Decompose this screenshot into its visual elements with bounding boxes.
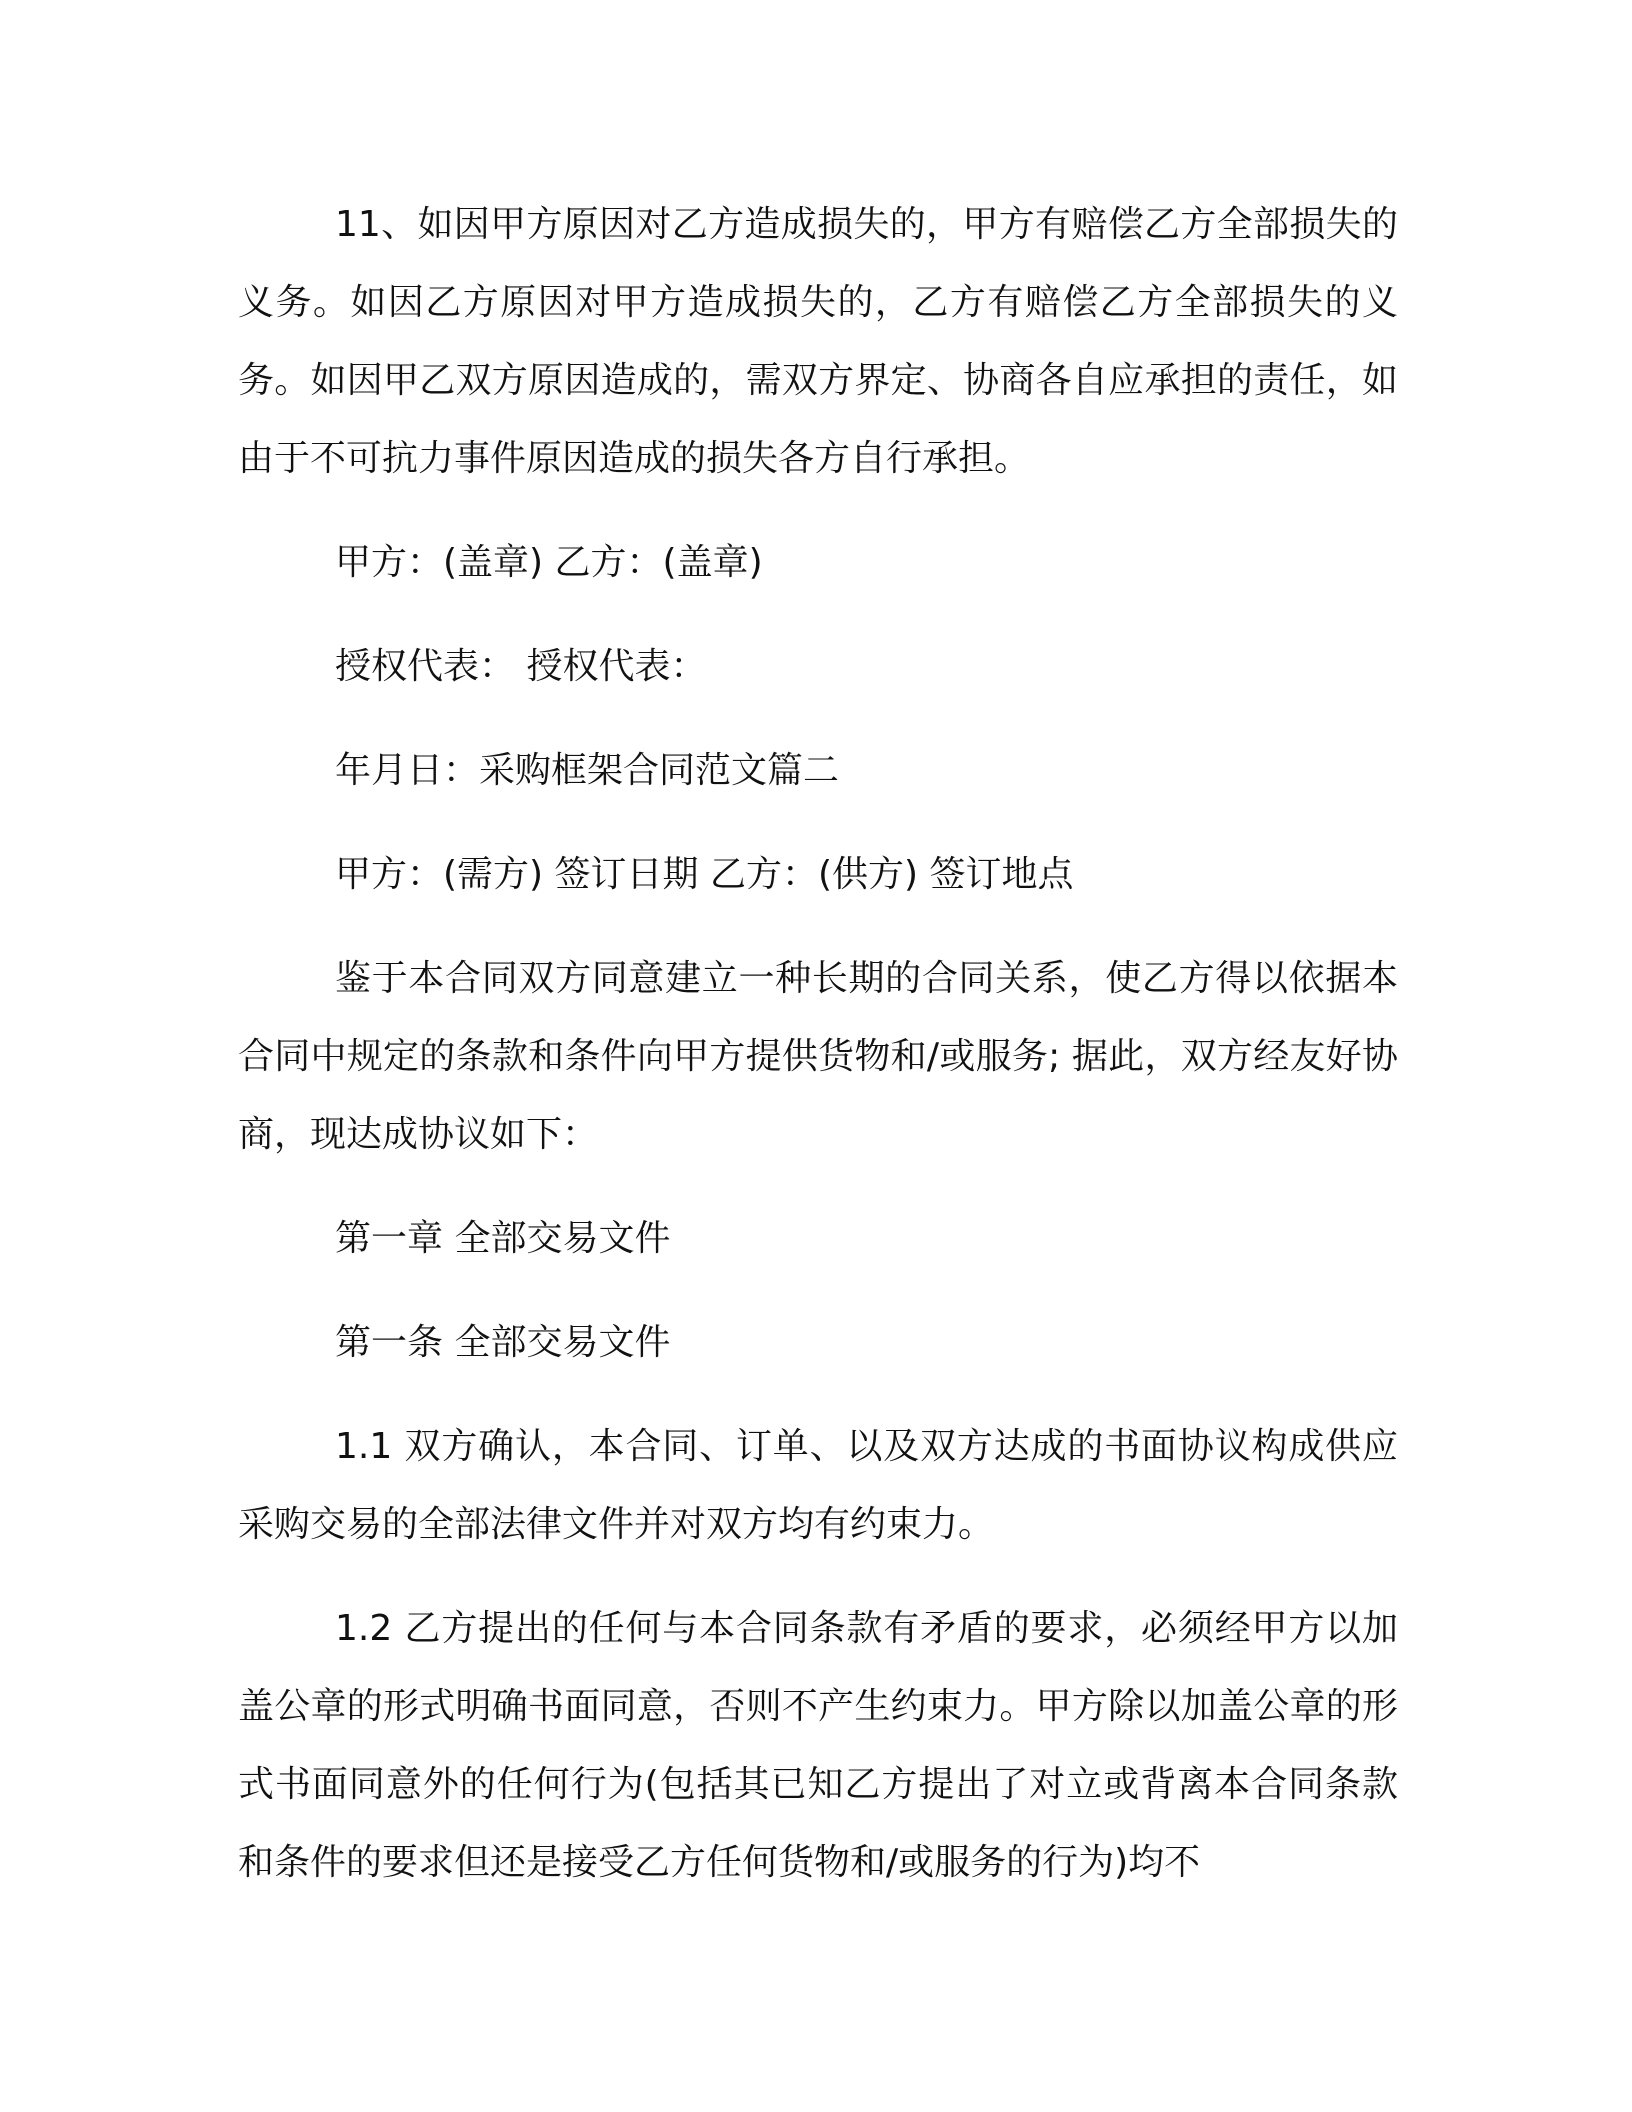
article-heading: 第一条 全部交易文件: [335, 1322, 671, 1363]
paragraph-parties: 甲方：(需方) 签订日期 乙方：(供方) 签订地点: [335, 854, 1074, 895]
clause-1-1: 1.1 双方确认，本合同、订单、以及双方达成的书面协议构成供应采购交易的全部法律文件并对双方均有约束力。: [238, 1426, 1398, 1545]
paragraph-preamble: 鉴于本合同双方同意建立一种长期的合同关系，使乙方得以依据本合同中规定的条款和条件向甲方提供货物和/或服务; 据此，双方经友好协商，现达成协议如下：: [238, 958, 1398, 1155]
paragraph-authorized-representatives: 授权代表： 授权代表：: [335, 646, 707, 687]
document-body: [238, 186, 1398, 1928]
chapter-heading: 第一章 全部交易文件: [335, 1218, 671, 1259]
paragraph-liability: 11、如因甲方原因对乙方造成损失的，甲方有赔偿乙方全部损失的义务。如因乙方原因对甲方造成损失的，乙方有赔偿乙方全部损失的义务。如因甲乙双方原因造成的，需双方界定、协商各自应承担的责任，如由于不可抗力事件原因造成的损失各方自行承担。: [238, 204, 1398, 479]
paragraph-seal-line: 甲方：(盖章) 乙方：(盖章): [335, 542, 763, 583]
paragraph-date-title: 年月日：采购框架合同范文篇二: [335, 750, 840, 791]
clause-1-2: 1.2 乙方提出的任何与本合同条款有矛盾的要求，必须经甲方以加盖公章的形式明确书面同意，否则不产生约束力。甲方除以加盖公章的形式书面同意外的任何行为(包括其已知乙方提出了对立或背离本合同条款和条件的要求但还是接受乙方任何货物和/或服务的行为)均不: [238, 1608, 1398, 1883]
